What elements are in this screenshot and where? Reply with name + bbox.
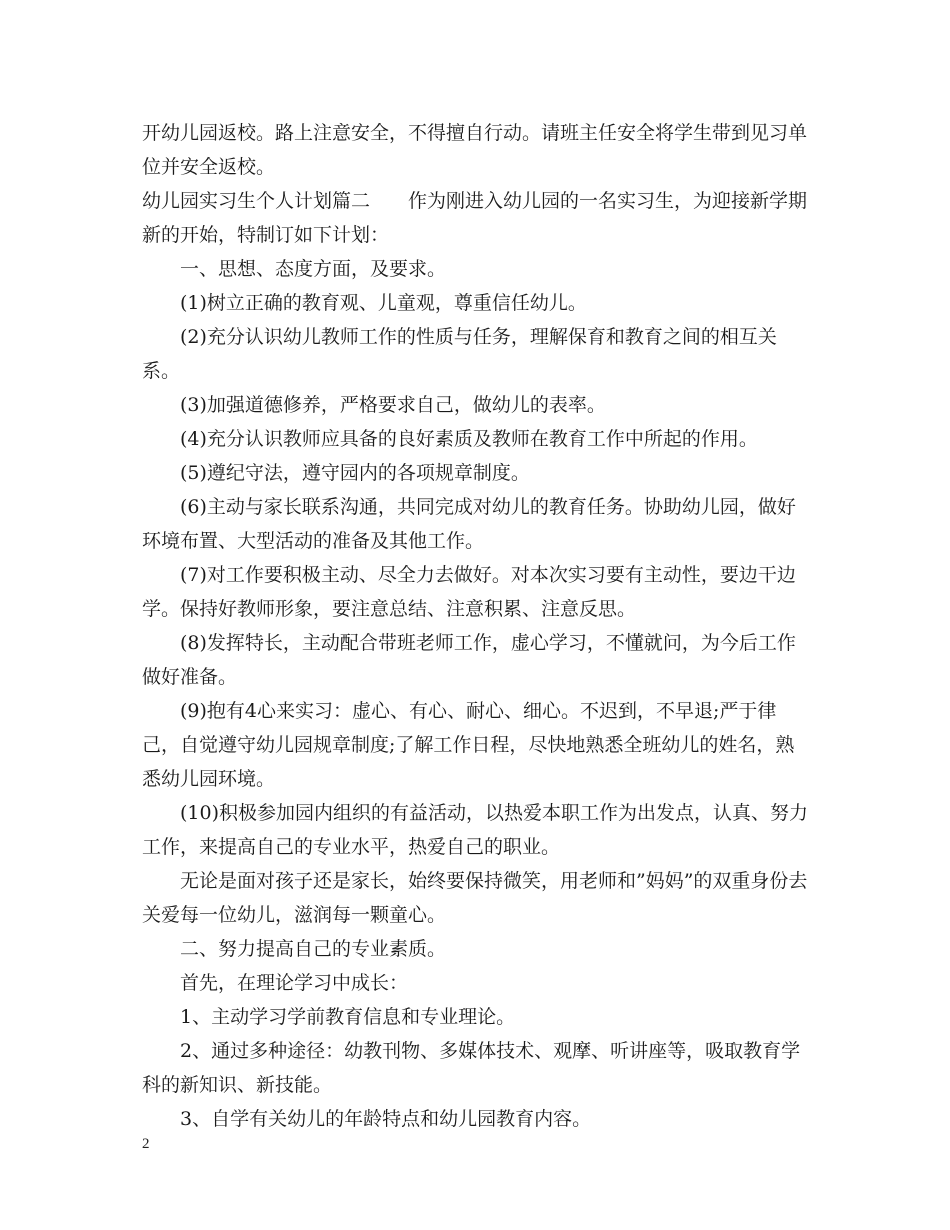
list-item: (6)主动与家长联系沟通，共同完成对幼儿的教育任务。协助幼儿园，做好环境布置、大型活动的准备及其他工作。 [142,496,796,552]
page-number: 2 [142,1136,150,1152]
paragraph: 无论是面对孩子还是家长，始终要保持微笑，用老师和”妈妈”的双重身份去关爱每一位幼儿，滋润每一颗童心。 [142,870,808,926]
body-text [142,116,812,1136]
list-item: (8)发挥特长，主动配合带班老师工作，虚心学习，不懂就问，为今后工作做好准备。 [142,632,796,688]
paragraph: 首先，在理论学习中成长： [180,972,409,994]
list-item: (4)充分认识教师应具备的良好素质及教师在教育工作中所起的作用。 [180,428,758,450]
list-item: (1)树立正确的教育观、儿童观，尊重信任幼儿。 [180,292,587,314]
list-item: (3)加强道德修养，严格要求自己，做幼儿的表率。 [180,394,606,416]
list-item: 2、通过多种途径：幼教刊物、多媒体技术、观摩、听讲座等，吸取教育学科的新知识、新技能。 [142,1040,801,1096]
list-item: 1、主动学习学前教育信息和专业理论。 [180,1006,516,1028]
section-heading: 二、努力提高自己的专业素质。 [180,938,447,960]
list-item: (7)对工作要积极主动、尽全力去做好。对本次实习要有主动性，要边干边学。保持好教师形象，要注意总结、注意积累、注意反思。 [142,564,796,620]
list-item: (5)遵纪守法，遵守园内的各项规章制度。 [180,462,530,484]
list-item: (9)抱有4心来实习：虚心、有心、耐心、细心。不迟到，不早退;严于律己，自觉遵守幼儿园规章制度;了解工作日程，尽快地熟悉全班幼儿的姓名，熟悉幼儿园环境。 [142,700,795,790]
list-item: (2)充分认识幼儿教师工作的性质与任务，理解保育和教育之间的相互关系。 [142,326,777,382]
list-item: (10)积极参加园内组织的有益活动，以热爱本职工作为出发点，认真、努力工作，来提高自己的专业水平，热爱自己的职业。 [142,802,809,858]
paragraph: 幼儿园实习生个人计划篇二 作为刚进入幼儿园的一名实习生，为迎接新学期新的开始，特制订如下计划： [142,190,808,246]
list-item: 3、自学有关幼儿的年龄特点和幼儿园教育内容。 [180,1108,592,1130]
section-heading: 一、思想、态度方面，及要求。 [180,258,447,280]
paragraph: 开幼儿园返校。路上注意安全，不得擅自行动。请班主任安全将学生带到见习单位并安全返校。 [142,122,808,178]
